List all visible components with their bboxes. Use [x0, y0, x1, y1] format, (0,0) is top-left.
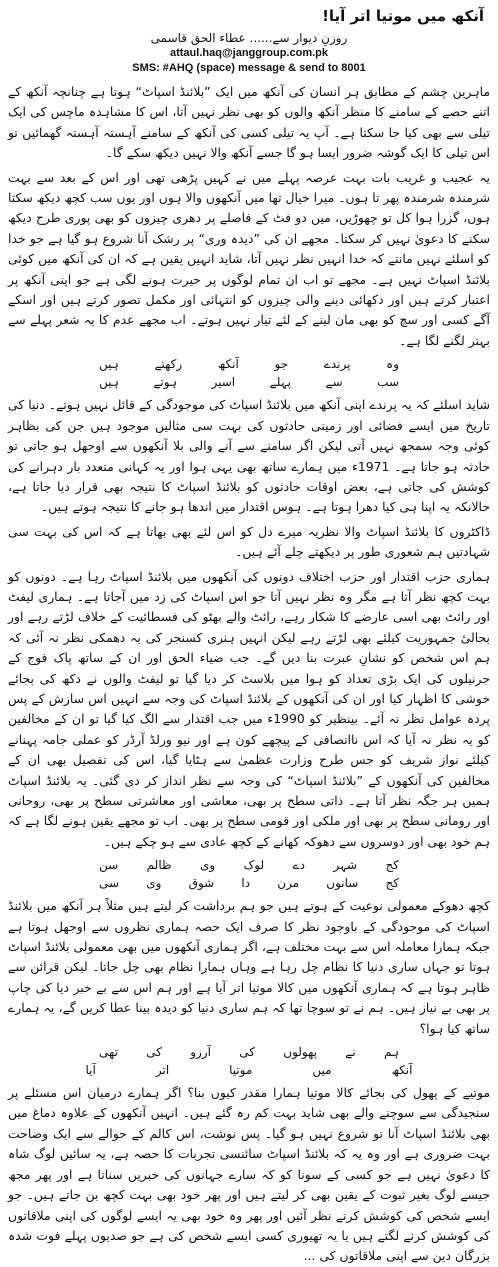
verse-word: کج: [385, 858, 399, 873]
verse-word: وہ: [386, 357, 399, 372]
paragraph-6: کچھ دھوکے معمولی نوعیت کے ہوتے ہیں جو ہم برداشت کر لیتے ہیں مثلاً ہر آنکھ میں بلائنڈ اسپاٹ کی موجودگی کے باوجود نظر کا صرف ایک حصہ ہماری نظروں سے اوجھل ہوتا ہے جبکہ ہمارا معاملہ اس سے بہت مختلف ہے، اگر ہماری آنکھوں میں بھی معمولی بلائنڈ اسپاٹ ہوتا تو جہاں ساری دنیا کا نظام چل رہا ہے وہاں ہمارا نظام بھی چل جاتا۔ لیکن قرائن سے ظاہر ہوتا ہے کہ ہماری آنکھوں میں کالا موتیا اتر آیا ہے اور ہم اس سے بے خبر دیا کی چاپ پر بھی بے نیاز ہیں۔ ہم نے تو سوچا تھا کہ ہم ساری دنیا کو دیدہ بینا عطا کریں گے، یہ ہمارے ساتھ کیا ہوا؟: [8, 898, 490, 1036]
verse-2: [99, 856, 399, 892]
verse-1: [99, 355, 399, 391]
author-email: attaul.haq@janggroup.com.pk: [169, 47, 328, 59]
verse-word: رکھتے: [154, 357, 183, 372]
verse-word: سب: [377, 375, 399, 390]
verse-word: آنکھ: [217, 357, 239, 372]
verse-1-line-2: [99, 373, 399, 391]
verse-word: لوک: [243, 858, 265, 873]
verse-word: سے: [325, 375, 343, 390]
verse-word: پھولوں: [283, 1045, 317, 1060]
verse-word: کی: [146, 1045, 162, 1060]
column-title: آنکھ میں موتیا اتر آیا!: [322, 7, 484, 25]
verse-word: شوق: [188, 876, 215, 891]
verse-word: پہلے: [269, 375, 292, 390]
verse-word: موتیا: [229, 1063, 253, 1078]
verse-word: آیا: [85, 1063, 96, 1078]
verse-word: جو: [274, 357, 289, 372]
verse-word: پرندے: [323, 357, 351, 372]
verse-word: نے: [345, 1045, 356, 1060]
sms-instructions: SMS: #AHQ (space) message & send to 8001: [132, 62, 366, 74]
verse-word: سی: [99, 876, 120, 891]
verse-word: ہوتے: [153, 375, 177, 390]
verse-1-line-1: [99, 355, 399, 373]
verse-word: دا: [241, 876, 251, 891]
verse-word: مرن: [277, 876, 300, 891]
verse-2-line-2: [99, 874, 399, 892]
verse-3: [85, 1043, 413, 1079]
verse-word: ہیں: [99, 375, 119, 390]
verse-word: سن: [99, 858, 119, 873]
paragraph-5: ہماری حزب اقتدار اور حزب اختلاف دونوں کی آنکھوں میں بلائنڈ اسپاٹ رہا ہے۔ دونوں کو بہت کچھ نظر آتا ہے مگر وہ نظر نہیں آتا جو اس اسپاٹ کی زد میں آجاتا ہے۔ ہماری لیفٹ اور رائٹ بھی اسی عارضے کا شکار رہے، رائٹ والے بھٹو کی فسطائیت کے خلاف لڑتے رہے اور بحالیٔ جمہوریت کیلئے بھی لڑتے رہے لیکن انہیں ہنری کسنجر کی یہ دھمکی نظر نہ آئی کہ ہم اس شخص کو نشانِ عبرت بنا دیں گے۔ جب ضیاء الحق اور ان کے ساتھ پاک فوج کے جرنیلوں کی ایک بڑی تعداد کو ہوا میں بلاسٹ کر دیا گیا تو لیفٹ والوں نے دکھ کی بجائے خوشی کا اظہار کیا اور ان کی آنکھوں کے بلائنڈ اسپاٹ کی وجہ سے انہیں اس سازش کے پس پردہ عوامل نظر نہ آئے۔ بینظیر کو 1990ء میں جب اقتدار سے الگ کیا گیا تو ان کے مخالفین کو یہ نظر نہ آیا کہ اس ناانصافی کے پیچھے کون ہے اور نیو ورلڈ آرڈر کو عملی جامہ پہنانے کیلئے نواز شریف کو جس طرح وزارت عظمیٰ سے ہٹایا گیا، اس کی تفصیل بھی ان کے مخالفین کی آنکھوں کے ”بلائنڈ اسپاٹ“ کی وجہ سے نظر انداز کر دی گئی۔ یہ بلائنڈ اسپاٹ ہمیں ہر جگہ نظر آتا ہے۔ ذاتی سطح پر بھی، معاشی اور معاشرتی سطح پر بھی، روحانی اور رومانی سطح پر بھی اور ملکی اور قومی سطح پر بھی۔ اب تو مجھے یقین ہونے لگا ہے کہ ہم خود بھی اور دوسروں سے دھوکہ کھانے کے کچھ عادی سے ہو چکے ہیں۔: [8, 568, 490, 849]
verse-word: ہیں: [99, 357, 119, 372]
paragraph-1: ماہرین چشم کے مطابق ہر انسان کی آنکھ میں ایک ”بلائنڈ اسپاٹ“ ہوتا ہے چنانچہ آنکھ کے اتنے حصے کے سامنے کا منظر آنکھ والوں کو بھی نظر نہیں آتا، اس کا مشاہدہ ماچس کی ایک تیلی سے بھی کیا جا سکتا ہے۔ آپ یہ تیلی کسی کی آنکھ کے سامنے آہستہ آہستہ گھمائیں تو اس تیلی کا ایک گوشہ ضرور ایسا ہو گا جسے آنکھ والا نہیں دیکھ سکے گا۔: [8, 84, 490, 161]
verse-word: آرزو: [190, 1045, 211, 1060]
verse-word: ظالم: [146, 858, 172, 873]
paragraph-2: یہ عجیب و غریب بات بہت عرصہ پہلے میں نے کہیں پڑھی تھی اور اس کے بعد سے بہت شرمندہ شرمندہ پھر تا ہوں۔ میرا خیال تھا میں آنکھوں والا ہوں اور یوں سب کچھ دیکھ سکتا ہوں، گزرا ہوا کل تو چھوڑیں، میں دو فٹ کے فاصلے پر دھری چیزوں کو بھی پوری طرح دیکھ سکنے کا دعویٰ نہیں کر سکتا۔ مجھے ان کی ”دیدہ وری“ پر رشک آنا شروع ہو گیا ہے جو خدا کو اسلئے نہیں مانتے کہ خدا انہیں نظر نہیں آتا، شاید انہیں یقین ہے کہ ان کی آنکھ میں کوئی بلائنڈ اسپاٹ نہیں ہے۔ مجھے تو اب ان تمام لوگوں پر حیرت ہونے لگی ہے جو اپنی آنکھ پر اعتبار کرتے ہیں اور دکھائی دینے والی چیزوں کو انتہائی اور مکمل تصور کرتے ہیں اور اسکے آگے کسی اور سچ کو بھی مان لینے کے لئے تیار نہیں ہوتے۔ اب مجھے عدم کا یہ شعر پہلے سے بہتر لگنے لگا ہے۔: [8, 169, 490, 348]
verse-word: وی: [146, 876, 162, 891]
verse-word: اسیر: [211, 375, 236, 390]
verse-word: میں: [312, 1063, 332, 1078]
verse-word: شہر: [333, 858, 358, 873]
verse-word: وی: [199, 858, 216, 873]
verse-word: کی: [239, 1045, 255, 1060]
verse-word: ہم: [383, 1045, 399, 1060]
paragraph-4: ڈاکٹروں کا بلائنڈ اسپاٹ والا نظریہ میرے دل کو اس لئے بھی بھاتا ہے کہ اس کی بہت سی شہادتیں ہم شعوری طور پر دیکھتے چلے آئے ہیں۔: [8, 523, 490, 560]
paragraph-3: شاید اسلئے کہ یہ پرندے اپنی آنکھ میں بلائنڈ اسپاٹ کی موجودگی کے قائل نہیں ہوتے۔ دنیا کی تاریخ میں ایسے فضائی اور زمینی حادثوں کی بہت سی مثالیں موجود ہیں جن کی بظاہر کوئی وجہ سمجھ نہیں آتی لیکن اگر سامنے سے آنے والی بلا آنکھوں سے اوجھل ہو جاتی تو حادثہ ہو جاتا ہے۔ 1971ء میں ہمارے ساتھ بھی یہی ہوا اور یہ کہانی متعدد بار دہرانے کی کوشش کی جاتی ہے، بعض اوقات حادثوں کو بلائنڈ اسپاٹ کا نتیجہ بھی قرار دیا جاتا ہے، حالانکہ یہ اپنا ہی کیا دھرا ہوتا ہے۔ ہوس اقتدار میں اندھا ہو جانے کا نتیجہ ہوتے ہیں۔: [8, 397, 490, 515]
verse-word: کج: [385, 876, 399, 891]
column-byline: روزنِ دیوار سے...... عطاء الحق قاسمی: [150, 31, 348, 45]
verse-word: تھی: [99, 1045, 118, 1060]
verse-3-line-1: [99, 1043, 399, 1061]
verse-word: آنکھ: [391, 1063, 413, 1078]
paragraph-7: موتیے کے پھول کی بجائے کالا موتیا ہمارا مقدر کیوں بنا؟ اگر ہمارے درمیان اس مسئلے پر سنجیدگی سے سوچنے والے بھی شاید بہت کم رہ گئے ہیں۔ انہیں آنکھوں کے علاوہ دماغ میں بھی بلائنڈ اسپاٹ آنا تو شروع نہیں ہو گیا۔ پس نوشت، اس کالم کے حوالے سے ایک وضاحت بہت ضروری ہے اور وہ یہ کہ بلائنڈ اسپاٹ سائنسی تجربات کا حصہ ہے، یہ سائیں لوگ شاہ کا دعویٰ نہیں ہے جو کسی کے سونا کو کہ سارے جہانوں کی خبریں سناتا ہے اور پھر مجھ جیسے لوگ بغیر ثبوت کے یقین بھی کر لیتے ہیں اور پھر خود بھی بہت کچھ بن جاتے ہیں۔ جو ایسے شخص کی کوشش کرتے نظر آئیں اور پھر وہ خود بھی یہ ایسے لوگوں کی اپنی ملاقاتوں کی کوشش کرنے لگتے ہیں یا یہ تھیوری کسی ایسے شخص کی ہے جو صدیوں پہلے فوت شدہ بزرگان دین سے اپنی ملاقاتوں کی ...: [8, 1085, 490, 1264]
verse-word: دے: [292, 858, 305, 873]
verse-3-line-2: [85, 1061, 413, 1079]
verse-word: سانوں: [326, 876, 359, 891]
verse-word: اتر: [155, 1063, 170, 1078]
verse-2-line-1: [99, 856, 399, 874]
